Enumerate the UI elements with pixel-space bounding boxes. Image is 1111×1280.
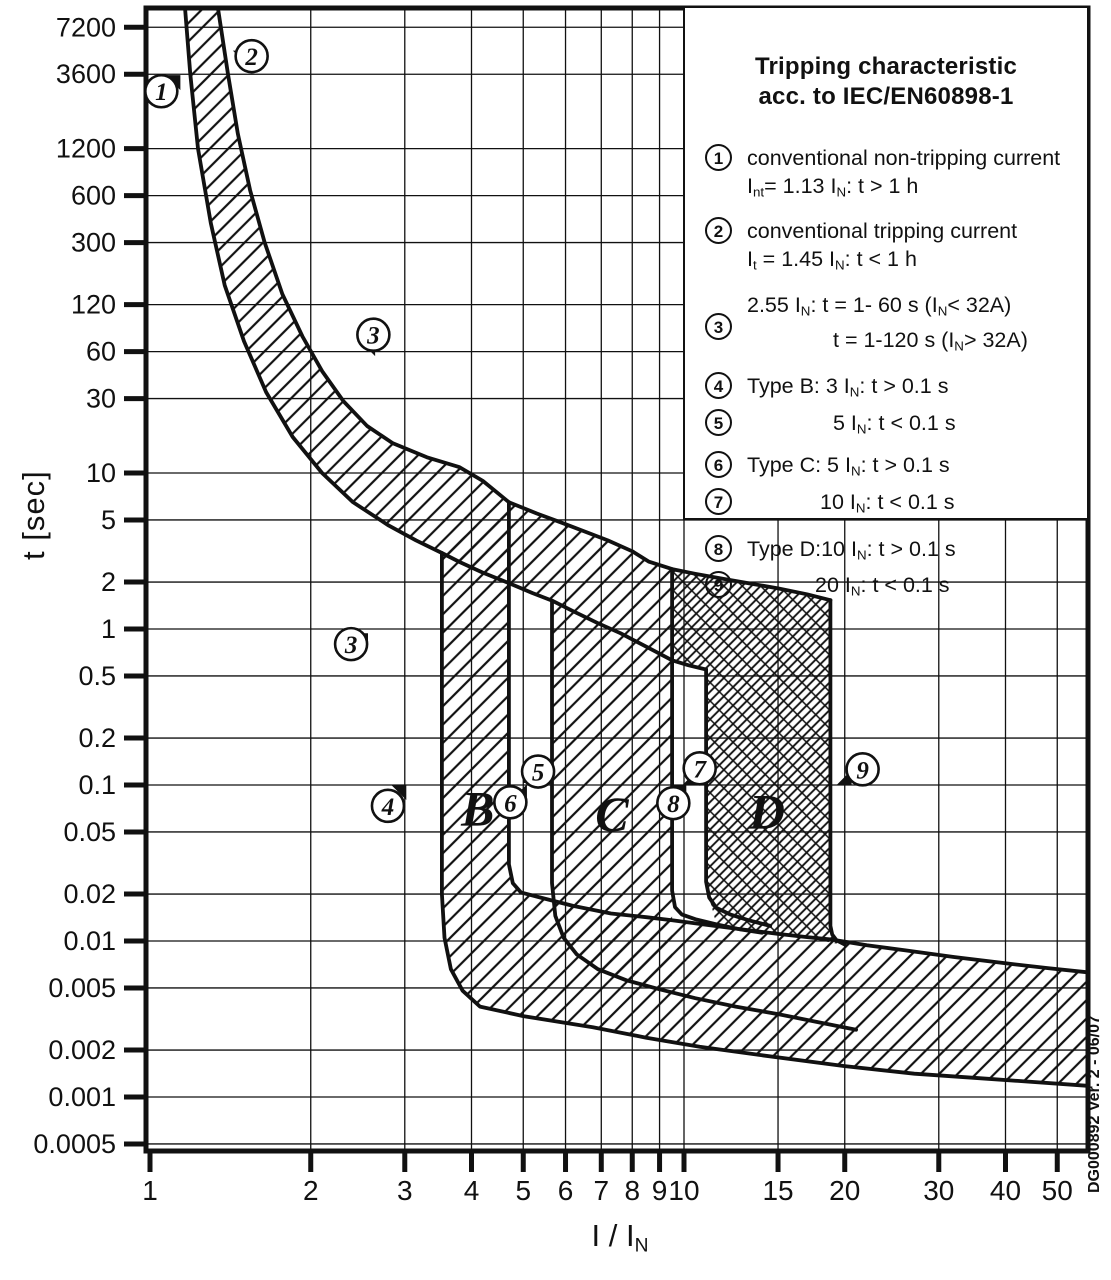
x-tick-label: 5 xyxy=(515,1175,532,1206)
y-tick-label: 600 xyxy=(70,180,116,211)
legend-item-number-4: 4 xyxy=(705,372,732,399)
legend-item-9 xyxy=(705,571,1087,606)
legend-item-1-line-2: $I_{nt}= 1.13$ $I_N$: t > 1 h xyxy=(747,174,919,200)
legend-item-2-line-2: $I_t = 1.45$ $I_N$: t < 1 h xyxy=(747,246,917,273)
x-axis-title: I / $I_N$ xyxy=(591,1218,649,1257)
legend-item-number-1: 1 xyxy=(705,144,732,171)
legend-item-3 xyxy=(705,291,1087,360)
y-tick-label: 120 xyxy=(70,289,116,320)
y-tick-label: 3600 xyxy=(55,59,116,90)
band-thermal_band xyxy=(185,8,672,661)
legend-item-8-line-1: Type D:10 $I_N$: t > 0.1 s xyxy=(747,536,956,563)
curve-D_right_edge xyxy=(830,600,844,944)
marker-number-9: 9 xyxy=(856,757,869,785)
legend-item-3-line-2: t = 1-120 s $(I_N> 32A)$ xyxy=(833,328,1028,354)
marker-number-8: 8 xyxy=(667,791,680,819)
marker-number-5: 5 xyxy=(531,759,545,787)
legend-item-number-3: 3 xyxy=(705,313,732,340)
marker-number-7: 7 xyxy=(693,756,706,784)
y-tick-label: 2 xyxy=(100,567,116,598)
y-tick-label: 60 xyxy=(85,336,116,367)
legend-item-3-line-1: 2.55 $I_N$: t = 1- 60 s $(I_N< 32A)$ xyxy=(747,293,1012,320)
marker-number-6: 6 xyxy=(504,790,517,818)
zone-letter-C: C xyxy=(595,786,629,843)
y-tick-label: 300 xyxy=(70,227,116,258)
zone-letter-B: B xyxy=(461,780,495,837)
y-tick-label: 0.001 xyxy=(48,1082,116,1112)
y-tick-label: 1200 xyxy=(55,133,116,164)
legend-item-8 xyxy=(705,535,1087,570)
y-tick-label: 0.2 xyxy=(78,723,116,754)
marker-number-2: 2 xyxy=(245,44,258,72)
x-tick-label: 7 xyxy=(593,1175,610,1206)
x-tick-label: 15 xyxy=(762,1175,794,1206)
legend-title-line2: acc. to IEC/EN60898-1 xyxy=(758,83,1014,110)
legend-item-9-line-1: 20 $I_N$: t < 0.1 s xyxy=(815,573,950,600)
x-tick-label: 6 xyxy=(557,1175,574,1206)
marker-number-3: 3 xyxy=(344,632,358,660)
x-tick-label: 40 xyxy=(989,1175,1022,1206)
legend-title-line1: Tripping characteristic xyxy=(754,53,1017,80)
y-tick-label: 0.002 xyxy=(48,1035,116,1066)
y-tick-label: 5 xyxy=(100,504,116,535)
x-tick-label: 9 xyxy=(651,1175,668,1206)
legend-item-2-line-1: conventional tripping current xyxy=(747,218,1018,243)
legend-item-7-line-1: 10 $I_N$: t < 0.1 s xyxy=(820,490,955,516)
legend-item-4 xyxy=(705,372,1087,407)
y-tick-label: 0.0005 xyxy=(33,1128,116,1159)
legend-item-number-5: 5 xyxy=(705,409,732,436)
y-tick-label: 0.05 xyxy=(63,816,116,847)
legend-item-4-line-1: Type B: 3 $I_N$: t > 0.1 s xyxy=(747,373,949,400)
x-tick-label: 8 xyxy=(624,1175,641,1206)
y-tick-label: 0.02 xyxy=(63,879,116,910)
y-axis-title: t [sec] xyxy=(16,470,51,560)
y-tick-label: 30 xyxy=(85,383,116,414)
legend-item-6 xyxy=(705,451,1087,486)
x-tick-label: 1 xyxy=(142,1175,158,1206)
legend-item-number-9: 9 xyxy=(705,571,732,598)
legend-item-7 xyxy=(705,488,1087,523)
x-tick-label: 2 xyxy=(302,1175,319,1206)
y-tick-label: 0.01 xyxy=(63,926,116,956)
marker-number-4: 4 xyxy=(381,793,395,821)
legend-item-number-6: 6 xyxy=(705,451,732,478)
legend-item-5-line-1: 5 $I_N$: t < 0.1 s xyxy=(833,410,956,437)
legend-item-5 xyxy=(705,409,1087,444)
zone-letter-D: D xyxy=(748,783,786,840)
x-tick-label: 20 xyxy=(829,1175,861,1206)
document-reference-code: DG000892 Ver. 2 - 06/07 xyxy=(1086,1015,1103,1193)
x-tick-label: 10 xyxy=(668,1175,700,1206)
marker-number-1: 1 xyxy=(155,79,168,107)
legend-item-1-line-1: conventional non-tripping current xyxy=(747,146,1061,170)
legend-item-1 xyxy=(705,144,1087,207)
y-tick-label: 0.1 xyxy=(78,770,116,800)
x-tick-label: 4 xyxy=(463,1175,480,1206)
y-tick-label: 10 xyxy=(85,458,116,488)
x-tick-label: 50 xyxy=(1041,1175,1073,1206)
legend-item-6-line-1: Type C: 5 $I_N$: t > 0.1 s xyxy=(747,453,950,480)
y-tick-label: 1 xyxy=(100,614,116,644)
legend-item-number-8: 8 xyxy=(705,535,732,562)
legend-item-number-2: 2 xyxy=(705,217,732,244)
legend-item-2 xyxy=(705,217,1087,280)
x-tick-label: 3 xyxy=(396,1175,413,1206)
y-tick-label: 0.5 xyxy=(78,660,116,691)
x-tick-label: 30 xyxy=(923,1175,955,1206)
legend-box xyxy=(683,8,1087,600)
legend-item-number-7: 7 xyxy=(705,488,732,515)
y-tick-label: 0.005 xyxy=(48,972,116,1003)
marker-number-3: 3 xyxy=(367,322,380,350)
y-tick-label: 7200 xyxy=(55,12,116,43)
